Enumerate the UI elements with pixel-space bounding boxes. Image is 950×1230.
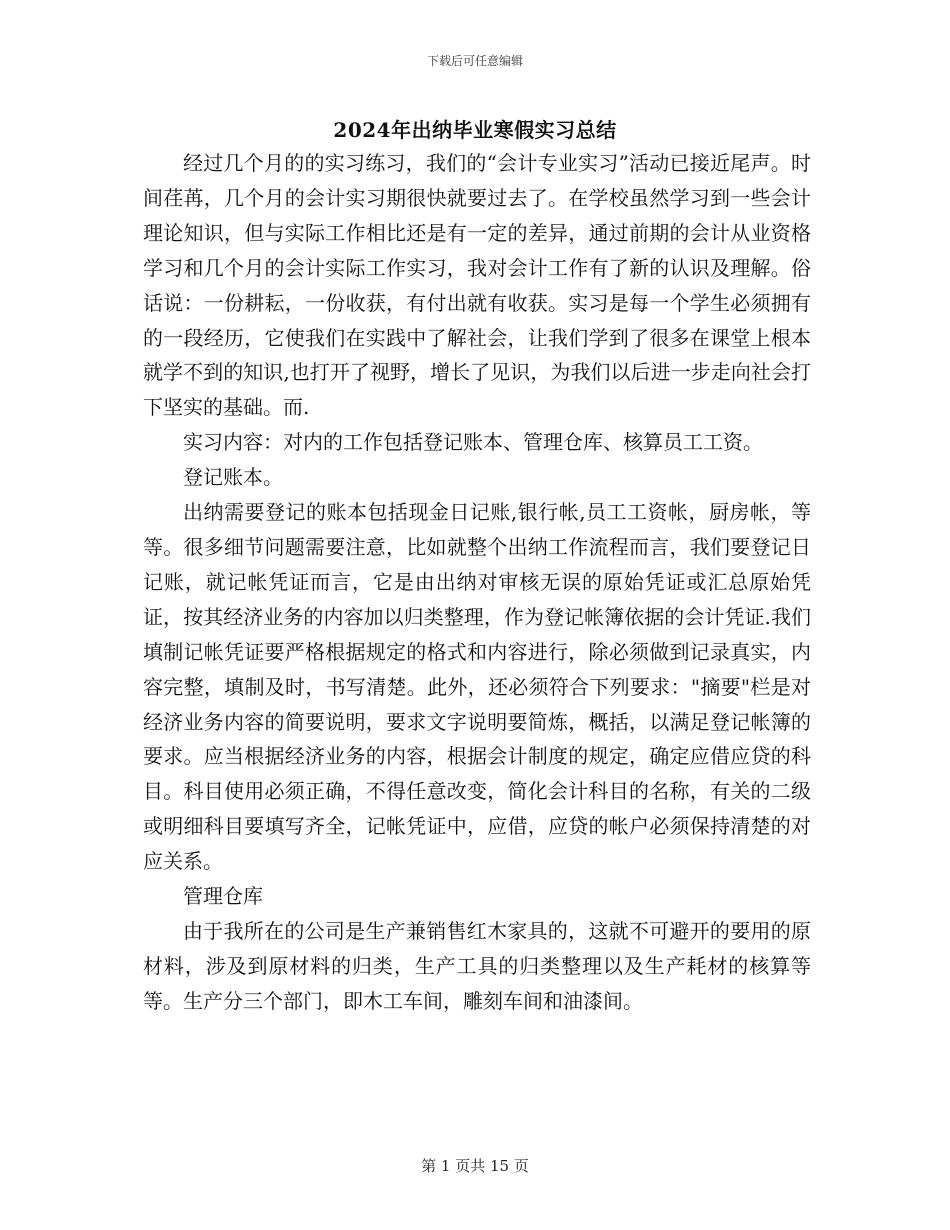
page-header-note: 下载后可任意编辑 xyxy=(426,54,523,68)
section-heading-ledger: 登记账本。 xyxy=(183,465,283,490)
paragraph-ledger: 出纳需要登记的账本包括现金日记账,银行帐,员工工资帐，厨房帐，等等。很多细节问题需要注意，比如就整个出纳工作流程而言，我们要登记日记账，就记帐凭证而言，它是由出纳对审核无误的原始凭证或汇总原始凭证，按其经济业务的内容加以归类整理，作为登记帐簿依据的会计凭证.我们填制记帐凭证要严格根据规定的格式和内容进行，除必须做到记录真实，内容完整，填制及时，书写清楚。此外，还必须符合下列要求："摘要"栏是对经济业务内容的简要说明，要求文字说明要简炼，概括，以满足登记帐簿的要求。应当根据经济业务的内容，根据会计制度的规定，确定应借应贷的科目。科目使用必须正确，不得任意改变，简化会计科目的名称，有关的二级或明细科目要填写齐全，记帐凭证中，应借，应贷的帐户必须保持清楚的对应关系。 xyxy=(143,500,811,874)
paragraph-warehouse: 由于我所在的公司是生产兼销售红木家具的，这就不可避开的要用的原材料，涉及到原材料的归类，生产工具的归类整理以及生产耗材的核算等等。生产分三个部门，即木工车间，雕刻车间和油漆间。 xyxy=(143,918,811,1013)
document-body xyxy=(143,146,811,1019)
paragraph-internship-content: 实习内容：对内的工作包括登记账本、管理仓库、核算员工工资。 xyxy=(183,430,763,455)
section-heading-warehouse: 管理仓库 xyxy=(183,884,263,909)
page-number-footer: 第 1 页共 15 页 xyxy=(421,1157,529,1175)
paragraph-intro: 经过几个月的的实习练习，我们的“会计专业实习”活动已接近尾声。时间荏苒，几个月的会计实习期很快就要过去了。在学校虽然学习到一些会计理论知识，但与实际工作相比还是有一定的差异，通过前期的会计从业资格学习和几个月的会计实际工作实习，我对会计工作有了新的认识及理解。俗话说：一份耕耘，一份收获，有付出就有收获。实习是每一个学生必须拥有的一段经历，它使我们在实践中了解社会，让我们学到了很多在课堂上根本就学不到的知识,也打开了视野，增长了见识，为我们以后进一步走向社会打下坚实的基础。而. xyxy=(143,151,811,420)
document-title: 2024年出纳毕业寒假实习总结 xyxy=(333,118,617,142)
